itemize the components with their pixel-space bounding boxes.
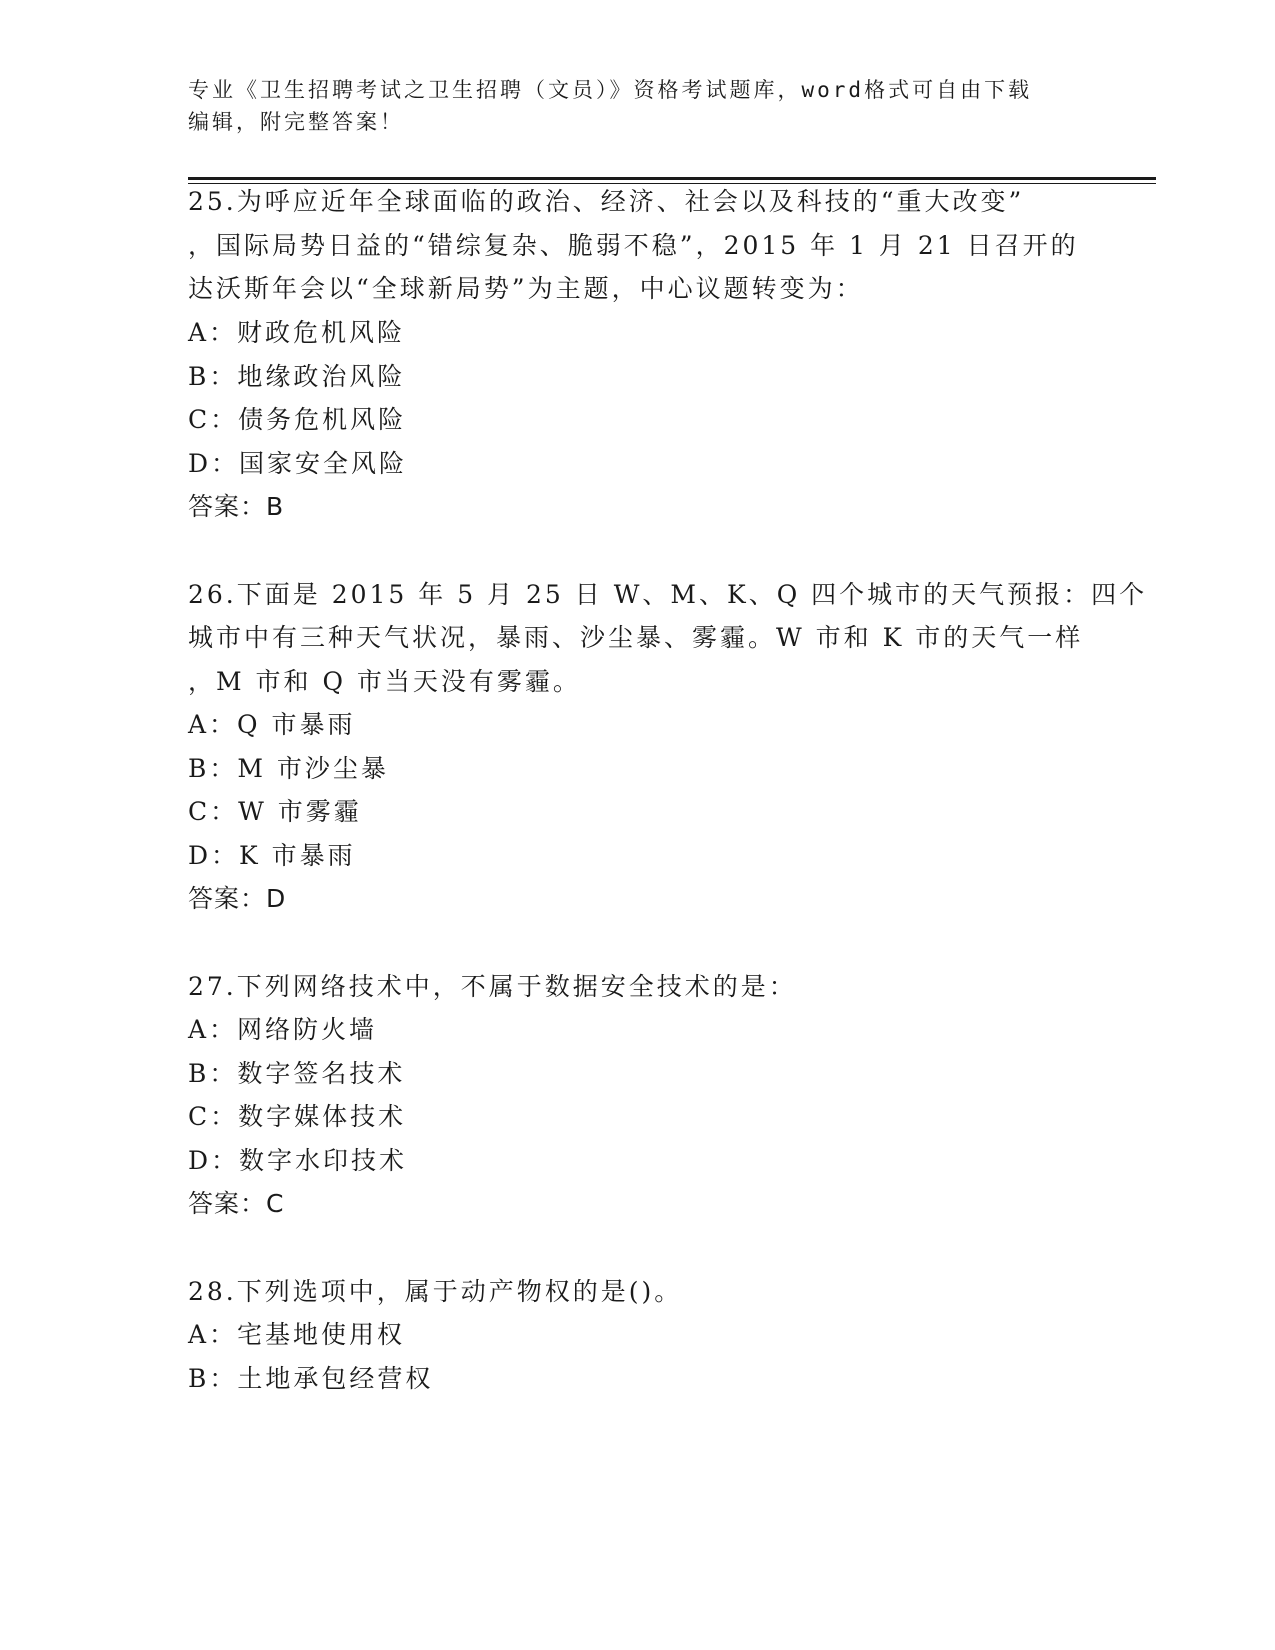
- question-28-option-b: B：土地承包经营权: [188, 1364, 434, 1393]
- question-26-option-a: A：Q 市暴雨: [188, 710, 356, 739]
- question-27-option-d: D：数字水印技术: [188, 1146, 408, 1175]
- question-25-option-d: D：国家安全风险: [188, 449, 408, 478]
- question-26-stem-line-1: 26.下面是 2015 年 5 月 25 日 W、M、K、Q 四个城市的天气预报：四个: [188, 580, 1148, 609]
- question-26-option-b: B：M 市沙尘暴: [188, 754, 389, 783]
- question-25-option-c: C：债务危机风险: [188, 405, 407, 434]
- question-26-option-d: D：K 市暴雨: [188, 841, 356, 870]
- question-25-option-a: A：财政危机风险: [188, 318, 406, 347]
- question-25-option-b: B：地缘政治风险: [188, 362, 406, 391]
- question-27-option-b: B：数字签名技术: [188, 1059, 406, 1088]
- header-divider-thin: [188, 183, 1156, 184]
- question-27-option-c: C：数字媒体技术: [188, 1102, 407, 1131]
- question-26-stem-line-3: ，M 市和 Q 市当天没有雾霾。: [188, 667, 581, 696]
- header-divider-thick: [188, 177, 1156, 180]
- question-26-answer: 答案：D: [188, 884, 287, 913]
- question-28-stem-line-1: 28.下列选项中，属于动产物权的是()。: [188, 1277, 683, 1306]
- question-28-option-a: A：宅基地使用权: [188, 1320, 406, 1349]
- header-line-2: 编辑，附完整答案！: [188, 110, 404, 134]
- question-27-option-a: A：网络防火墙: [188, 1015, 378, 1044]
- document-header: [188, 74, 1088, 138]
- question-27-stem-line-1: 27.下列网络技术中，不属于数据安全技术的是：: [188, 972, 797, 1001]
- header-line-1: 专业《卫生招聘考试之卫生招聘（文员）》资格考试题库，word格式可自由下载: [188, 78, 1033, 102]
- question-26-stem-line-2: 城市中有三种天气状况，暴雨、沙尘暴、雾霾。W 市和 K 市的天气一样: [188, 623, 1084, 652]
- question-25-stem-line-3: 达沃斯年会以“全球新局势”为主题，中心议题转变为：: [188, 274, 864, 303]
- question-25-stem-line-2: ，国际局势日益的“错综复杂、脆弱不稳”，2015 年 1 月 21 日召开的: [188, 231, 1079, 260]
- question-27-answer: 答案：C: [188, 1189, 285, 1218]
- question-25-stem-line-1: 25.为呼应近年全球面临的政治、经济、社会以及科技的“重大改变”: [188, 187, 1025, 216]
- question-26-option-c: C：W 市雾霾: [188, 797, 362, 826]
- question-25-answer: 答案：B: [188, 492, 285, 521]
